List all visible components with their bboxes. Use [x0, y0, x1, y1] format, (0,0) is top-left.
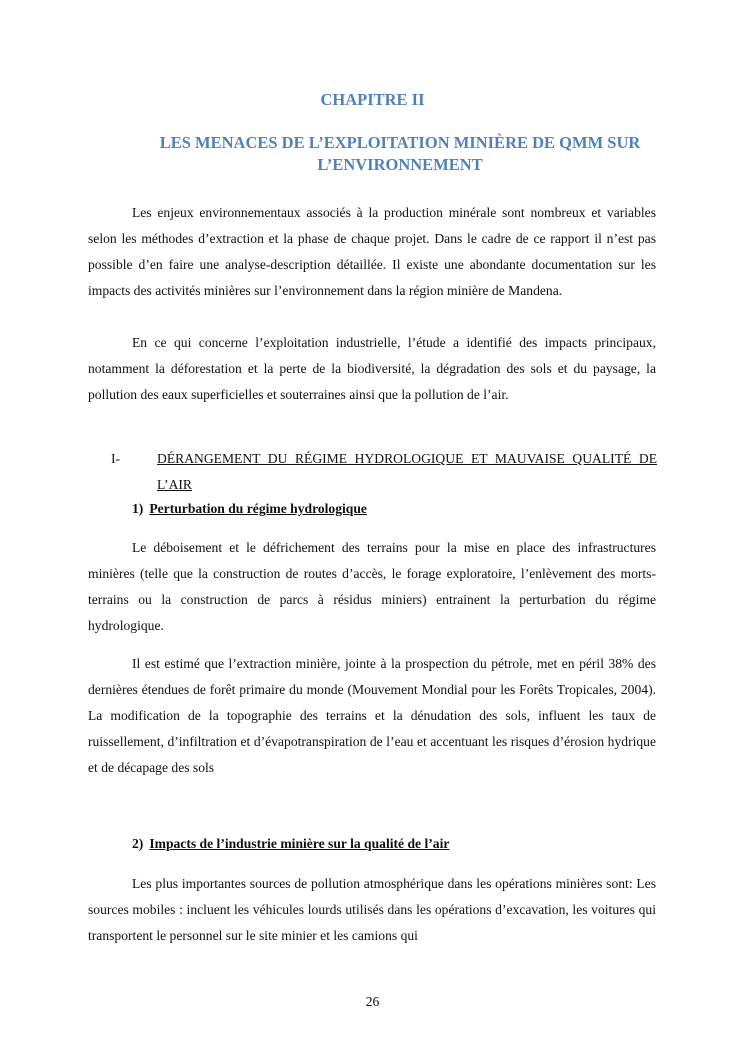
subsection-1-heading [132, 499, 367, 519]
chapter-title-line-1: LES MENACES DE L’EXPLOITATION MINIÈRE DE QMM SUR [159, 133, 641, 152]
chapter-title-line-2: L’ENVIRONNEMENT [317, 155, 483, 174]
section-number: I- [111, 451, 121, 466]
chapter-label: CHAPITRE II [320, 90, 425, 109]
subsection-1-paragraph-2: Il est estimé que l’extraction minière, jointe à la prospection du pétrole, met en péril 38% des dernières étendues de forêt primaire du monde (Mouvement Mondial pour les Forêts Tropicales, 2004). La modification de la topographie des terrains et la dénudation des sols, influent les taux de ruissellement, d’infiltration et d’évapotranspiration de l’eau et accentuant les risques d’érosion hydrique et de décapage des sols [88, 656, 656, 775]
subsection-2-number: 2) [132, 836, 144, 851]
intro-paragraph-1: Les enjeux environnementaux associés à la production minérale sont nombreux et variables selon les méthodes d’extraction et la phase de chaque projet. Dans le cadre de ce rapport il n’est pas possible d’en faire une analyse-description détaillée. Il existe une abondante documentation sur les impacts des activités minières sur l’environnement dans la région minière de Mandena. [88, 205, 656, 298]
subsection-1-number: 1) [132, 501, 144, 516]
section-title: DÉRANGEMENT DU RÉGIME HYDROLOGIQUE ET MAUVAISE QUALITÉ DE L’AIR [157, 451, 657, 492]
page-number: 26 [365, 994, 380, 1009]
subsection-2-heading [132, 834, 449, 854]
subsection-1-paragraph-1: Le déboisement et le défrichement des terrains pour la mise en place des infrastructures minières (telle que la construction de routes d’accès, le forage exploratoire, l’enlèvement des morts-terrains ou la construction de parcs à résidus miniers) entrainent la perturbation du régime hydrologique. [88, 540, 656, 633]
subsection-2-paragraph-1: Les plus importantes sources de pollution atmosphérique dans les opérations minières sont: Les sources mobiles : incluent les véhicules lourds utilisés dans les opérations d’excavation, les voitures qui transportent le personnel sur le site minier et les camions qui [88, 876, 656, 943]
intro-paragraph-2: En ce qui concerne l’exploitation industrielle, l’étude a identifié des impacts principaux, notamment la déforestation et la perte de la biodiversité, la dégradation des sols et du paysage, la pollution des eaux superficielles et souterraines ainsi que la pollution de l’air. [88, 335, 656, 402]
chapter-title [120, 132, 680, 176]
subsection-1-title: Perturbation du régime hydrologique [149, 501, 367, 516]
subsection-2-title: Impacts de l’industrie minière sur la qualité de l’air [149, 836, 450, 851]
